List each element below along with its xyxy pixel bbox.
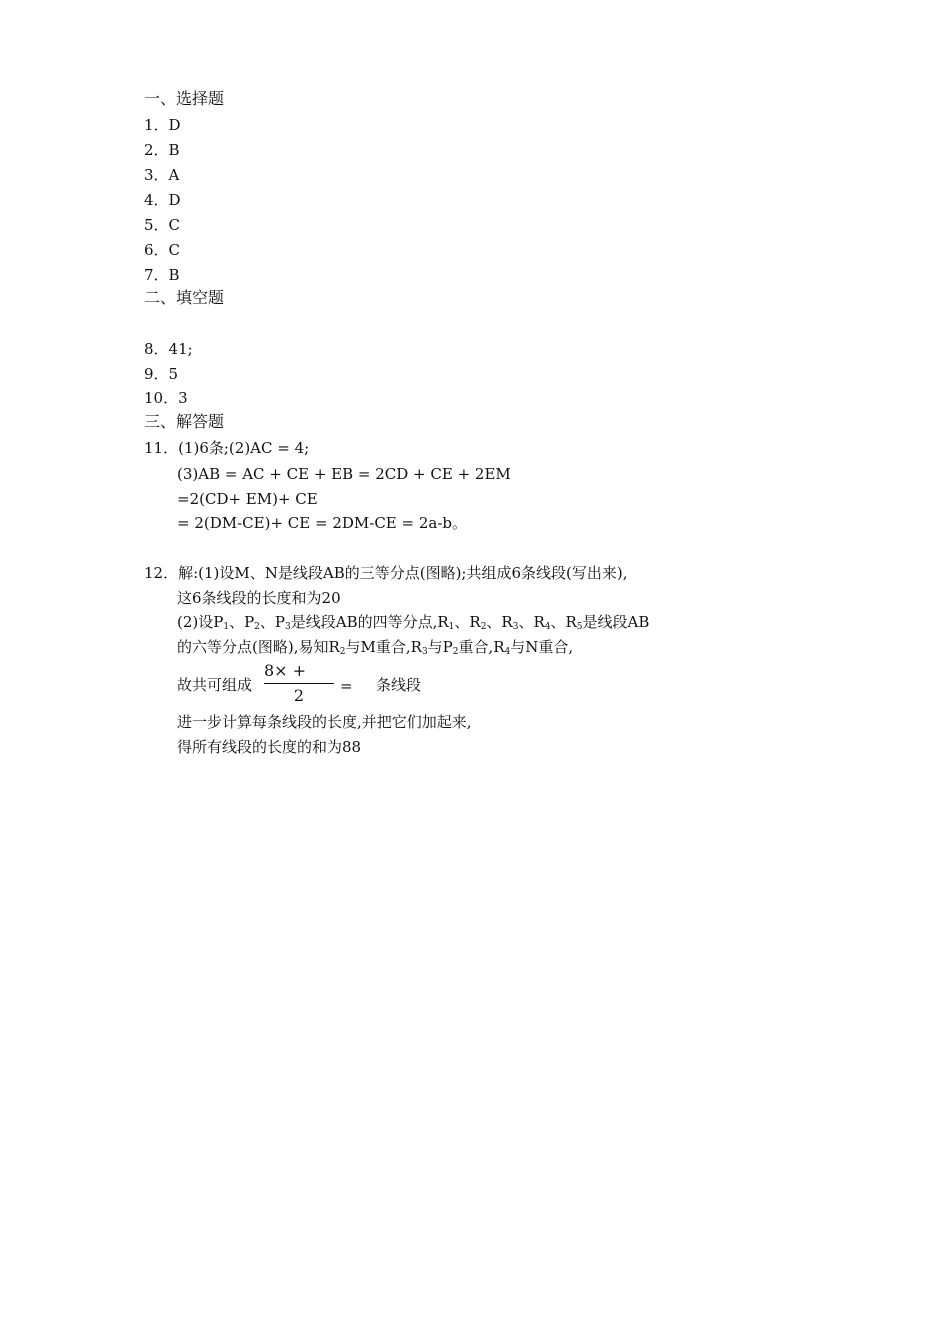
choice-answer: 6．C — [144, 241, 181, 259]
fraction-bar — [264, 683, 334, 684]
fraction-numerator: 8× + — [264, 661, 307, 680]
q12-line-4-text: 与P — [427, 638, 453, 656]
q12-line-3-text: 、R — [550, 613, 577, 631]
choice-answer: 2．B — [144, 141, 180, 159]
subscript: 2 — [452, 647, 459, 657]
q12-line-4-text: 与M重合,R — [345, 638, 422, 656]
equals-sign: = — [340, 677, 353, 695]
choice-answer: 3．A — [144, 166, 180, 184]
q12-line-3-text: 是线段AB的四等分点,R — [290, 613, 449, 631]
choice-answer: 7．B — [144, 266, 180, 284]
q12-line-3-text: (2)设P — [177, 613, 224, 631]
subscript: 1 — [448, 622, 455, 632]
q12-line-7: 得所有线段的长度的和为88 — [177, 738, 362, 756]
q11-line-4: = 2(DM-CE)+ CE = 2DM-CE = 2a-b。 — [177, 514, 468, 532]
q12-line-5-prefix: 故共可组成 — [177, 676, 253, 694]
q12-line-4-text: 与N重合, — [510, 638, 574, 656]
section-title-choice: 一、选择题 — [144, 89, 225, 108]
q12-line-4-text: 的六等分点(图略),易知R — [177, 638, 340, 656]
subscript: 3 — [421, 647, 428, 657]
fraction-denominator: 2 — [293, 686, 305, 705]
q12-line-3-text: 、R — [518, 613, 545, 631]
subscript: 5 — [576, 622, 583, 632]
fill-answer: 8．41; — [144, 340, 193, 358]
subscript: 2 — [480, 622, 487, 632]
q12-line-4 — [177, 637, 573, 662]
choice-answer: 1．D — [144, 116, 181, 134]
section-title-answer: 三、解答题 — [144, 412, 225, 431]
subscript: 2 — [254, 622, 260, 632]
q12-line-3-text: 、R — [486, 613, 513, 631]
subscript: 2 — [339, 647, 346, 657]
subscript: 4 — [504, 647, 511, 657]
fill-answer: 9．5 — [144, 365, 179, 383]
q11-line-1: 11．(1)6条;(2)AC = 4; — [144, 439, 310, 457]
choice-answer: 5．C — [144, 216, 181, 234]
section-title-fill: 二、填空题 — [144, 288, 225, 307]
q12-line-6: 进一步计算每条线段的长度,并把它们加起来, — [177, 713, 472, 731]
fraction — [264, 662, 334, 708]
subscript: 3 — [285, 622, 291, 632]
q12-line-3-text: 、P — [229, 613, 255, 631]
q12-line-3-text: 、R — [454, 613, 481, 631]
q11-line-3: =2(CD+ EM)+ CE — [177, 490, 318, 508]
q11-line-2: (3)AB = AC + CE + EB = 2CD + CE + 2EM — [177, 465, 511, 483]
subscript: 3 — [512, 622, 519, 632]
q12-line-3-text: 、P — [259, 613, 285, 631]
q12-line-2: 这6条线段的长度和为20 — [177, 589, 341, 607]
subscript: 4 — [544, 622, 551, 632]
q12-line-3 — [177, 612, 649, 637]
subscript: 1 — [223, 622, 230, 632]
q12-line-4-text: 重合,R — [458, 638, 505, 656]
fill-answer: 10．3 — [144, 389, 188, 407]
choice-answer: 4．D — [144, 191, 181, 209]
q12-line-5-suffix: 条线段 — [376, 676, 422, 694]
q12-line-1: 12．解:(1)设M、N是线段AB的三等分点(图略);共组成6条线段(写出来), — [144, 564, 628, 582]
q12-line-3-text: 是线段AB — [582, 613, 650, 631]
